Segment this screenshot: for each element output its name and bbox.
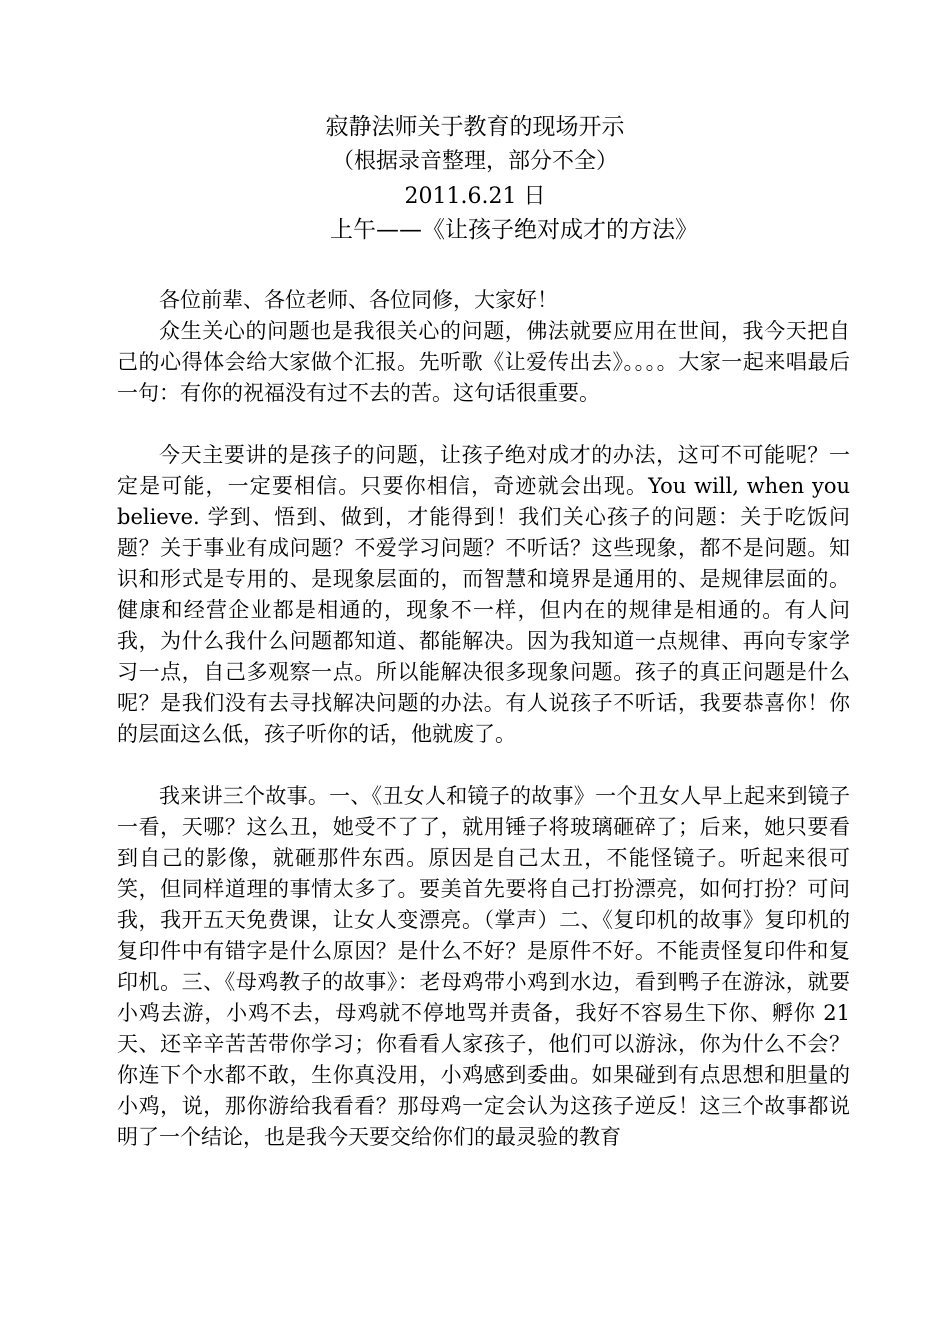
- paragraph-gap: [117, 750, 850, 781]
- paragraph-gap: [117, 409, 850, 440]
- body-paragraph: 众生关心的问题也是我很关心的问题，佛法就要应用在世间，我今天把自己的心得体会给大家做个汇报。先听歌《让爱传出去》。。。。大家一起来唱最后一句：有你的祝福没有过不去的苦。这句话很重要。: [117, 319, 850, 405]
- lecture-date: 2011.6.21 日: [404, 184, 546, 209]
- document-body: [117, 285, 850, 1153]
- body-paragraph: 今天主要讲的是孩子的问题，让孩子绝对成才的办法，这可不可能呢？一定是可能，一定要相信。只要你相信，奇迹就会出现。You will, when you believe. 学到、悟到、做到，才能得到！我们关心孩子的问题：关于吃饭问题？关于事业有成问题？不爱学习问题？不听话？这些现象，都不是问题。知识和形式是专用的、是现象层面的，而智慧和境界是通用的、是规律层面的。健康和经营企业都是相通的，现象不一样，但内在的规律是相通的。有人问我，为什么我什么问题都知道、都能解决。因为我知道一点规律、再向专家学习一点，自己多观察一点。所以能解决很多现象问题。孩子的真正问题是什么呢？是我们没有去寻找解决问题的办法。有人说孩子不听话，我要恭喜你！你的层面这么低，孩子听你的话，他就废了。: [117, 443, 850, 746]
- page-title: 寂静法师关于教育的现场开示: [325, 114, 625, 140]
- greeting-paragraph: 各位前辈、各位老师、各位同修，大家好！: [159, 288, 558, 312]
- page-subtitle: （根据录音整理，部分不全）: [331, 149, 618, 174]
- session-title: 上午——《让孩子绝对成才的方法》: [330, 217, 698, 243]
- body-paragraph: 我来讲三个故事。一、《丑女人和镜子的故事》一个丑女人早上起来到镜子一看，天哪？这么丑，她受不了了，就用锤子将玻璃砸碎了；后来，她只要看到自己的影像，就砸那件东西。原因是自己太丑，不能怪镜子。听起来很可笑，但同样道理的事情太多了。要美首先要将自己打扮漂亮，如何打扮？可问我，我开五天免费课，让女人变漂亮。（掌声）二、《复印机的故事》复印机的复印件中有错字是什么原因？是什么不好？是原件不好。不能责怪复印件和复印机。三、《母鸡教子的故事》：老母鸡带小鸡到水边，看到鸭子在游泳，就要小鸡去游，小鸡不去，母鸡就不停地骂并责备，我好不容易生下你、孵你 21 天、还辛辛苦苦带你学习；你看看人家孩子，他们可以游泳，你为什么不会？你连下个水都不敢，生你真没用，小鸡感到委曲。如果碰到有点思想和胆量的小鸡，说，那你游给我看看？那母鸡一定会认为这孩子逆反！这三个故事都说明了一个结论，也是我今天要交给你们的最灵验的教育: [117, 784, 850, 1149]
